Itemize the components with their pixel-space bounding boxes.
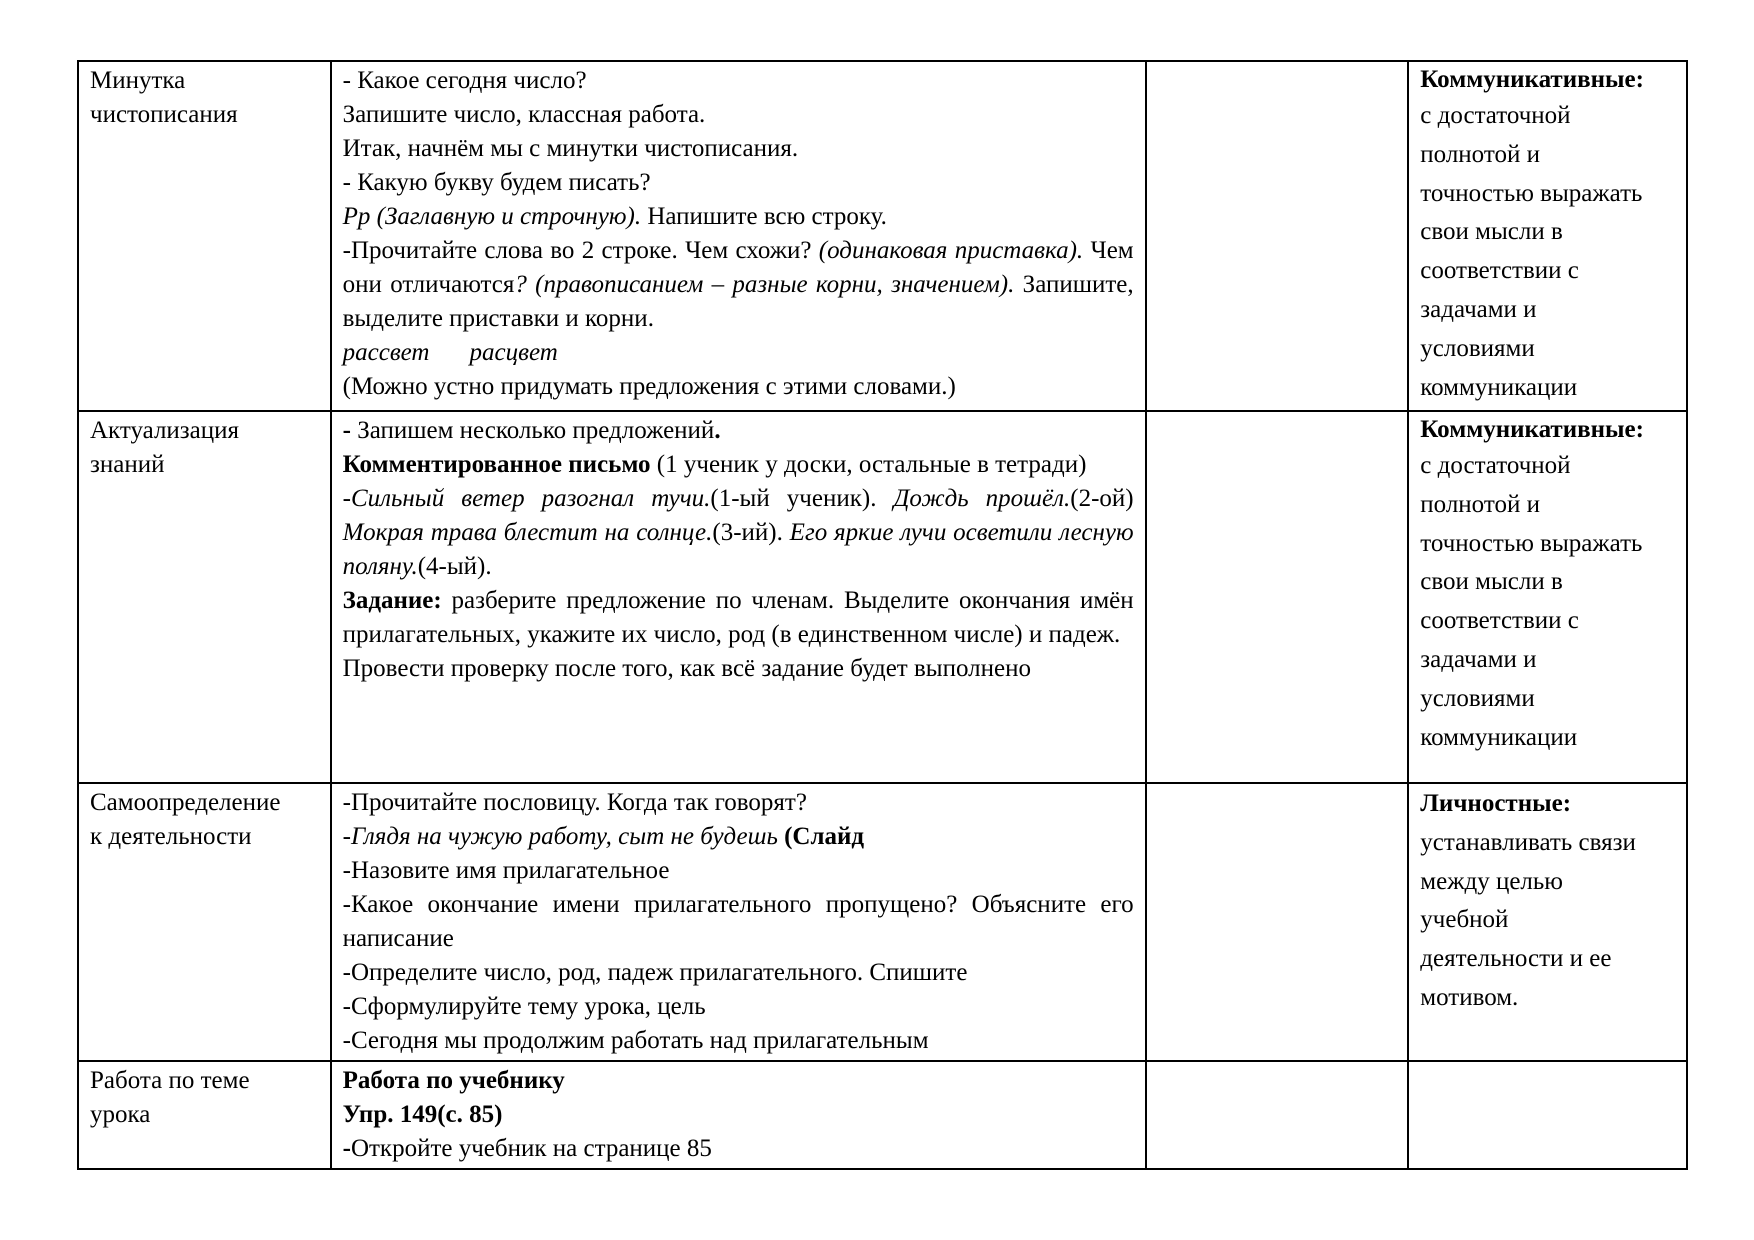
table-row: [78, 61, 1687, 411]
uud-line: свои мысли в: [1420, 568, 1563, 596]
text-line: [343, 1132, 1134, 1166]
text: Напишите всю строку.: [641, 203, 887, 230]
exercise-heading: Упр. 149(с. 85): [342, 1101, 503, 1128]
uud-line: условиями: [1420, 334, 1535, 362]
uud-line: задачами и: [1420, 645, 1537, 673]
section-heading: Работа по учебнику: [342, 1067, 565, 1094]
stage-cell: [78, 783, 331, 1061]
uud-line: мотивом.: [1420, 983, 1519, 1011]
uud-line: коммуникации: [1420, 373, 1578, 401]
text: Запишите, выделите приставки и корни.: [342, 271, 1134, 332]
italic-text: Его яркие лучи осветили лесную поляну.: [342, 519, 1134, 580]
uud-line: свои мысли в: [1420, 218, 1563, 246]
word: рассвет: [342, 339, 430, 366]
italic-text: -Сильный ветер разогнал тучи.: [342, 485, 711, 512]
text-line: -Назовите имя прилагательное: [342, 857, 670, 884]
words-line: [343, 336, 1134, 370]
table-row: [78, 1061, 1687, 1169]
text: Запишем несколько предложений: [350, 417, 715, 444]
text-line: -Сформулируйте тему урока, цель: [342, 993, 706, 1020]
stage-label: чистописания: [90, 101, 238, 128]
empty-cell: [1146, 783, 1409, 1061]
italic-text: ? (правописанием – разные корни, значением).: [514, 271, 1015, 298]
bold-text: Задание:: [342, 587, 442, 614]
paragraph: Провести проверку после того, как всё задание будет выполнено: [342, 655, 1031, 682]
stage-label: Работа по теме: [90, 1067, 250, 1094]
content-cell: [331, 783, 1146, 1061]
paragraph: [343, 234, 1134, 336]
text-line: -Прочитайте пословицу. Когда так говорят?: [342, 789, 807, 816]
uud-line: условиями: [1420, 684, 1535, 712]
uud-line: точностью выражать: [1420, 529, 1643, 557]
stage-label: знаний: [90, 451, 165, 478]
text: (1 ученик у доски, остальные в тетради): [650, 451, 1087, 478]
table-row: [78, 411, 1687, 783]
text-line: (Можно устно придумать предложения с этими словами.): [342, 373, 956, 400]
empty-cell: [1146, 411, 1409, 783]
uud-title: Личностные:: [1420, 790, 1572, 817]
text-line: -Определите число, род, падеж прилагательного. Спишите: [342, 959, 968, 986]
uud-line: с достаточной: [1420, 102, 1571, 129]
uud-line: точностью выражать: [1420, 179, 1643, 207]
stage-label: Минутка: [90, 67, 186, 94]
text: (4-ый).: [417, 553, 492, 580]
uud-cell: [1408, 783, 1687, 1061]
uud-line: устанавливать связи: [1420, 828, 1636, 856]
text-line: [343, 820, 1134, 854]
text-line: - Какое сегодня число?: [342, 67, 587, 94]
text: (1-ый ученик).: [710, 485, 894, 512]
text: -Прочитайте слова во 2 строке. Чем схожи?: [342, 237, 819, 264]
uud-line: соответствии с: [1420, 607, 1579, 635]
text: Чем они отличаются: [342, 237, 1134, 298]
uud-cell: [1408, 411, 1687, 783]
uud-title: Коммуникативные:: [1420, 66, 1644, 93]
stage-label: Актуализация: [90, 417, 240, 444]
bold-text: -: [342, 417, 351, 444]
paragraph: -Какое окончание имени прилагательного пропущено? Объясните его написание: [342, 891, 1134, 952]
uud-title: Коммуникативные:: [1420, 416, 1644, 443]
text-line: Итак, начнём мы с минутки чистописания.: [342, 135, 799, 162]
bold-text: Комментированное письмо: [342, 451, 651, 478]
table-row: [78, 783, 1687, 1061]
italic-text: Дождь прошёл.: [893, 485, 1071, 512]
empty-cell: [1146, 1061, 1409, 1169]
italic-text: Мокрая трава блестит на солнце.: [342, 519, 713, 546]
text-line: - Какую букву будем писать?: [342, 169, 651, 196]
empty-cell: [1146, 61, 1409, 411]
stage-label: к деятельности: [90, 823, 252, 850]
text-line: Запишите число, классная работа.: [342, 101, 706, 128]
text: Откройте учебник на странице 85: [350, 1135, 712, 1162]
paragraph: [343, 448, 1134, 482]
uud-line: задачами и: [1420, 295, 1537, 323]
stage-label: урока: [90, 1101, 151, 1128]
stage-cell: [78, 1061, 331, 1169]
content-cell: [331, 411, 1146, 783]
uud-line: коммуникации: [1420, 723, 1578, 751]
paragraph: [343, 482, 1134, 584]
text: (2-ой): [1070, 485, 1134, 512]
bold-text: .: [714, 417, 721, 444]
text: (3-ий).: [712, 519, 790, 546]
bold-text: -: [342, 1135, 351, 1162]
italic-text: -Глядя на чужую работу, сыт не будешь: [342, 823, 778, 850]
stage-cell: [78, 411, 331, 783]
italic-text: (одинаковая приставка).: [818, 237, 1084, 264]
bold-text: (Слайд: [777, 823, 865, 850]
italic-text: Рр (Заглавную и строчную).: [342, 203, 642, 230]
paragraph: [343, 584, 1134, 652]
uud-cell: [1408, 61, 1687, 411]
lesson-plan-table: [77, 60, 1688, 1170]
text-line: -Сегодня мы продолжим работать над прилагательным: [342, 1027, 929, 1054]
text-line: [343, 200, 1134, 234]
content-cell: [331, 61, 1146, 411]
text-line: [343, 414, 1134, 448]
uud-line: между целью: [1420, 867, 1563, 895]
uud-line: соответствии с: [1420, 257, 1579, 285]
uud-line: учебной: [1420, 906, 1509, 934]
empty-cell: [1408, 1061, 1687, 1169]
stage-label: Самоопределение: [90, 789, 281, 816]
stage-cell: [78, 61, 331, 411]
content-cell: [331, 1061, 1146, 1169]
uud-line: полнотой и: [1420, 490, 1540, 518]
text: разберите предложение по членам. Выделите окончания имён прилагательных, укажите их число, род (в единственном числе) и падеж.: [342, 587, 1134, 648]
uud-line: с достаточной: [1420, 452, 1571, 479]
uud-line: деятельности и ее: [1420, 945, 1612, 973]
word: расцвет: [469, 339, 558, 366]
uud-line: полнотой и: [1420, 140, 1540, 168]
